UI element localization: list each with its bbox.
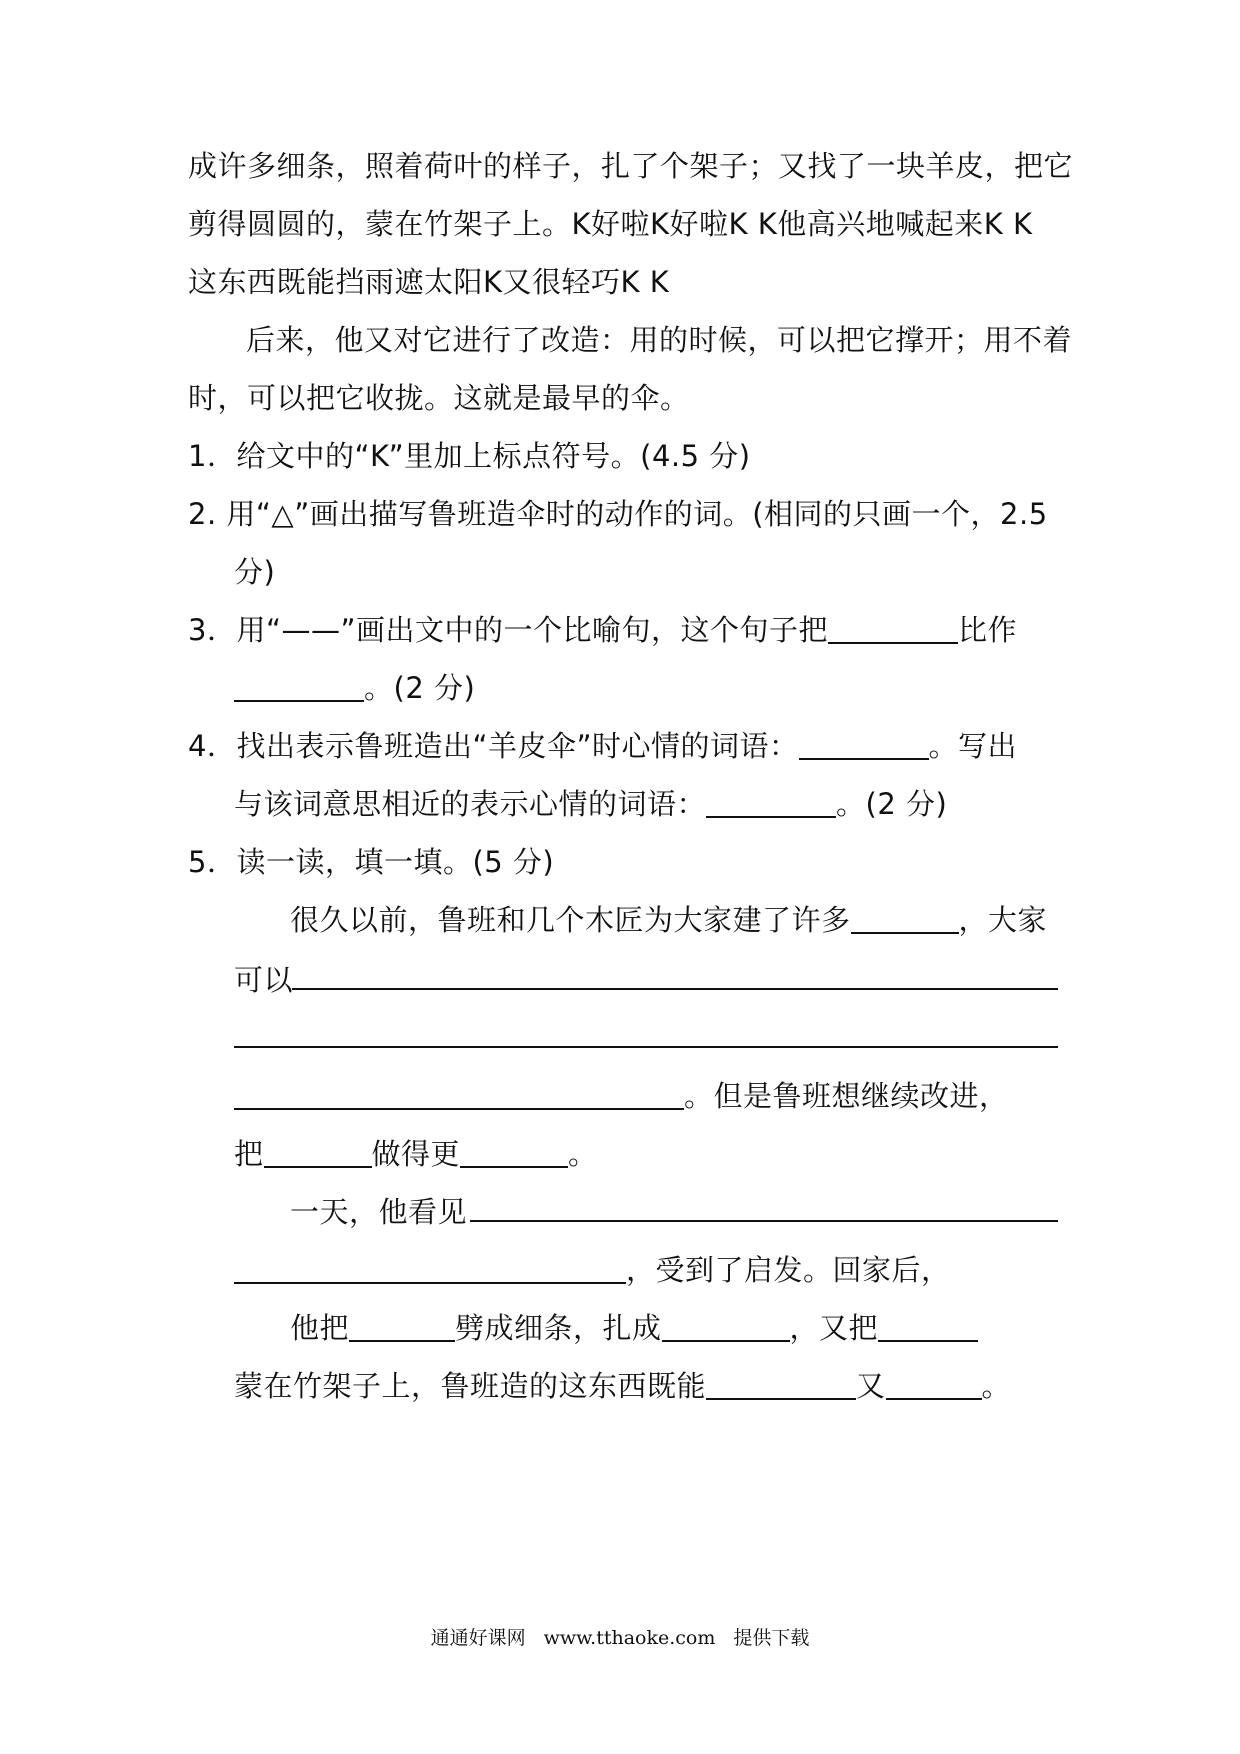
fill-text: 很久以前，鲁班和几个木匠为大家建了许多: [290, 903, 851, 937]
passage-line-1: 成许多细条，照着荷叶的样子，扎了个架子；又找了一块羊皮，把它: [188, 149, 1074, 183]
fill-text: 一天，他看见: [290, 1195, 468, 1229]
fill-line-6: [290, 1192, 1058, 1232]
passage-line-2: 剪得圆圆的，蒙在竹架子上。K好啦K好啦K K他高兴地喊起来K K: [188, 207, 1033, 241]
fill-text: 又: [856, 1369, 886, 1403]
fill-text: 他把: [290, 1311, 350, 1345]
question-4-text-3: 与该词意思相近的表示心情的词语：: [234, 787, 707, 821]
question-3-text-2: 比作: [958, 613, 1018, 647]
fill-text: 劈成细条，扎成: [455, 1311, 662, 1345]
answer-blank[interactable]: [878, 1310, 978, 1342]
question-4-text: 4．找出表示鲁班造出“羊皮伞”时心情的词语：: [188, 729, 799, 763]
question-3-text-3: 。(2 分): [364, 671, 476, 705]
question-4-line-1: [188, 726, 1058, 766]
fill-line-5: [234, 1134, 1058, 1174]
answer-blank[interactable]: [706, 1368, 856, 1400]
answer-blank[interactable]: [349, 1310, 455, 1342]
fill-text: 。但是鲁班想继续改进，: [684, 1079, 1009, 1113]
fill-text: 把: [234, 1137, 264, 1171]
fill-text: ，又把: [789, 1311, 879, 1345]
answer-blank[interactable]: [234, 1252, 626, 1284]
footer-note: 提供下载: [733, 1627, 810, 1649]
answer-blank[interactable]: [470, 1220, 1058, 1222]
fill-text: 可以: [234, 963, 294, 997]
footer-url[interactable]: www.tthaoke.com: [543, 1627, 716, 1649]
question-4-line-2: [234, 784, 1058, 824]
question-3-line-1: [188, 610, 1058, 650]
question-4-text-2: 。写出: [928, 729, 1018, 763]
fill-line-7: [234, 1250, 1058, 1290]
question-3-text: 3．用“——”画出文中的一个比喻句，这个句子把: [188, 613, 828, 647]
question-3-line-2: [234, 668, 1058, 708]
answer-blank[interactable]: [460, 1136, 568, 1168]
fill-line-8: [290, 1308, 1058, 1348]
fill-line-4: [234, 1076, 1058, 1116]
page-footer: [0, 1623, 1240, 1650]
fill-line-9: [234, 1366, 1058, 1406]
answer-blank[interactable]: [234, 670, 364, 702]
fill-line-2: [234, 960, 1058, 1000]
answer-blank[interactable]: [706, 786, 836, 818]
answer-blank[interactable]: [264, 1136, 372, 1168]
fill-text: 。: [981, 1369, 1012, 1403]
passage-line-3: 这东西既能挡雨遮太阳K又很轻巧K K: [188, 265, 670, 299]
question-4-text-4: 。(2 分): [836, 787, 948, 821]
fill-text: ，大家: [958, 903, 1048, 937]
fill-line-1: [290, 900, 1058, 940]
answer-blank[interactable]: [234, 1078, 684, 1110]
answer-blank[interactable]: [886, 1368, 982, 1400]
fill-text: 做得更: [371, 1137, 461, 1171]
fill-text: 。: [568, 1137, 598, 1171]
question-2-line-2: 分): [234, 555, 276, 589]
answer-blank[interactable]: [828, 612, 958, 644]
answer-blank[interactable]: [799, 728, 929, 760]
answer-blank[interactable]: [662, 1310, 790, 1342]
fill-text: 蒙在竹架子上，鲁班造的这东西既能: [234, 1369, 707, 1403]
fill-text: ，受到了启发。回家后，: [626, 1253, 951, 1287]
answer-blank[interactable]: [851, 902, 959, 934]
question-1: 1．给文中的“K”里加上标点符号。(4.5 分): [188, 439, 751, 473]
answer-blank[interactable]: [292, 988, 1058, 990]
question-5: 5．读一读，填一填。(5 分): [188, 845, 555, 879]
passage-line-5: 时，可以把它收拢。这就是最早的伞。: [188, 381, 690, 415]
answer-blank[interactable]: [234, 1046, 1058, 1048]
question-2-line-1: 2. 用“△”画出描写鲁班造伞时的动作的词。(相同的只画一个，2.5: [188, 497, 1048, 531]
footer-site-name: 通通好课网: [430, 1627, 526, 1649]
passage-line-4: 后来，他又对它进行了改造：用的时候，可以把它撑开；用不着: [246, 323, 1073, 357]
